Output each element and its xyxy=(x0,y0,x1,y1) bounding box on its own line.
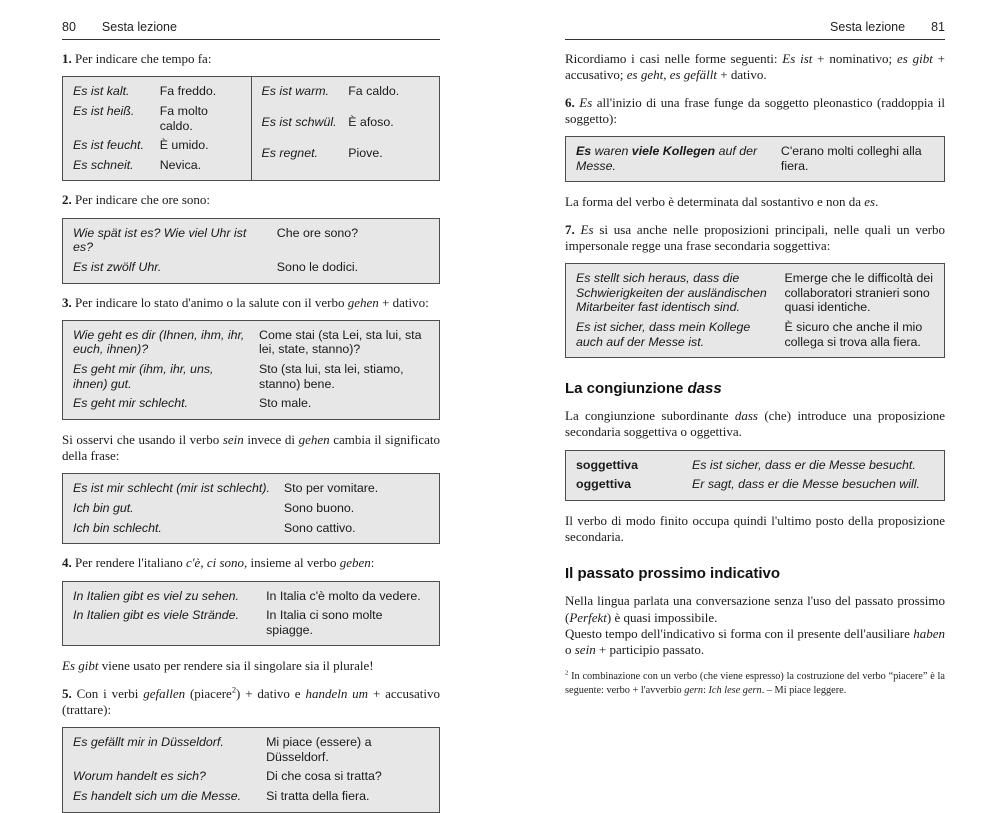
german-phrase: Es handelt sich um die Messe. xyxy=(73,789,242,803)
italian-translation: Fa caldo. xyxy=(348,84,400,99)
chapter-title: Sesta lezione xyxy=(830,20,906,34)
italian-translation: È umido. xyxy=(159,138,209,153)
heading-passato-prossimo: Il passato prossimo indicativo xyxy=(565,565,781,583)
running-head-left xyxy=(62,20,440,40)
german-phrase: Es geht mir schlecht. xyxy=(73,396,189,411)
section-3-label: 3. Per indicare lo stato d'animo o la salute con il verbo gehen + dativo: xyxy=(62,294,429,310)
page-left xyxy=(62,20,440,813)
italian-translation: È afoso. xyxy=(348,115,394,130)
italian-translation: Sono le dodici. xyxy=(276,259,359,274)
italian-translation: Sono cattivo. xyxy=(283,520,356,535)
german-phrase: Es gefällt mir in Düsseldorf. xyxy=(73,735,224,750)
italian-translation: Sono buono. xyxy=(283,501,355,515)
german-phrase: Es regnet. xyxy=(261,146,318,161)
example-table-esgibt xyxy=(62,581,440,647)
note-perfekt: Nella lingua parlata una conversazione senza l'uso del passato prossimo (Perfekt) è quasi impossibile. xyxy=(565,593,945,625)
german-phrase: Ich bin gut. xyxy=(73,501,134,515)
german-phrase: Wie geht es dir (Ihnen, ihm, ihr, euch, ihnen)? xyxy=(73,327,245,357)
page-right xyxy=(565,20,945,707)
section-6-label: 6. Es all'inizio di una frase funge da soggetto pleonastico (raddoppia il soggetto): xyxy=(565,94,945,126)
section-2-label: 2. Per indicare che ore sono: xyxy=(62,192,211,208)
italian-translation: Fa molto caldo. xyxy=(159,103,208,133)
note-verb-form: La forma del verbo è determinata dal sostantivo e non da es. xyxy=(565,194,879,210)
example-table-impersonal xyxy=(565,263,945,358)
italian-translation: Si tratta della fiera. xyxy=(266,789,370,803)
note-dass: La congiunzione subordinante dass (che) introduce una proposizione secondaria soggettiva o oggettiva. xyxy=(565,408,945,440)
italian-translation: Nevica. xyxy=(159,157,202,172)
chapter-title: Sesta lezione xyxy=(101,20,177,34)
example-table-dass xyxy=(565,450,945,501)
page-number: 81 xyxy=(931,20,945,34)
german-phrase: Es ist feucht. xyxy=(73,138,144,153)
italian-translation: Sto male. xyxy=(259,396,312,411)
german-phrase: Worum handelt es sich? xyxy=(73,769,206,784)
italian-translation: Sto (sta lui, sta lei, stiamo, stanno) bene. xyxy=(259,362,404,391)
note-haben-sein: Questo tempo dell'indicativo si forma con il presente dell'ausiliare haben o sein + participio passato. xyxy=(565,625,945,658)
german-phrase: Es waren viele Kollegen auf der Messe. xyxy=(576,144,758,173)
german-phrase: Es schneit. xyxy=(73,157,134,172)
note-sein-vs-gehen: Si osservi che usando il verbo sein invece di gehen cambia il significato della frase: xyxy=(62,431,440,464)
german-example: Es ist sicher, dass er die Messe besucht. xyxy=(692,457,916,472)
note-esgibt: Es gibt viene usato per rendere sia il singolare sia il plurale! xyxy=(62,658,374,674)
german-phrase: Ich bin schlecht. xyxy=(73,520,162,535)
german-phrase: Es ist warm. xyxy=(261,84,329,99)
german-phrase: Es geht mir (ihm, ihr, uns, ihnen) gut. xyxy=(73,362,214,391)
page-number: 80 xyxy=(62,20,76,34)
german-phrase: Es ist kalt. xyxy=(73,84,130,99)
example-table-time xyxy=(62,218,440,284)
section-4-label: 4. Per rendere l'italiano c'è, ci sono, insieme al verbo geben: xyxy=(62,555,375,571)
german-phrase: Es ist schwül. xyxy=(261,115,337,130)
section-5-label: 5. Con i verbi gefallen (piacere$^2$) + dativo e handeln um + accusativo (trattare): xyxy=(62,684,440,717)
italian-translation: Mi piace (essere) a Düsseldorf. xyxy=(266,735,372,764)
weather-table-left xyxy=(63,77,252,180)
italian-translation: C'erano molti colleghi alla fiera. xyxy=(780,144,922,173)
italian-translation: Piove. xyxy=(348,146,383,161)
italian-translation: Sto per vomitare. xyxy=(283,481,379,496)
running-head-right xyxy=(565,20,945,40)
italian-translation: Che ore sono? xyxy=(276,225,359,240)
example-table-pleonastic xyxy=(565,136,945,182)
german-phrase: Es ist zwölf Uhr. xyxy=(73,259,162,274)
clause-type-label: soggettiva xyxy=(576,457,638,472)
clause-type-label: oggettiva xyxy=(576,477,632,492)
german-phrase: Es ist heiß. xyxy=(73,103,135,118)
italian-translation: Fa freddo. xyxy=(159,84,217,99)
weather-table-right xyxy=(252,77,440,180)
note-cases: Ricordiamo i casi nelle forme seguenti: Es ist + nominativo; es gibt + accusativo; es geht, es gefällt + dativo. xyxy=(565,51,945,83)
example-table-gehen xyxy=(62,320,440,420)
italian-translation: Di che cosa si tratta? xyxy=(266,769,382,784)
german-phrase: In Italien gibt es viel zu sehen. xyxy=(73,588,239,603)
italian-translation: Come stai (sta Lei, sta lui, sta lei, state, stanno)? xyxy=(259,327,422,357)
italian-translation: In Italia c'è molto da vedere. xyxy=(266,588,421,603)
german-phrase: Es ist mir schlecht (mir ist schlecht). xyxy=(73,481,270,496)
german-phrase: Wie spät ist es? Wie viel Uhr ist es? xyxy=(73,225,247,255)
heading-congiunzione-dass: La congiunzione dass xyxy=(565,380,722,398)
italian-translation: Emerge che le difficoltà dei collaboratori stranieri sono quasi identiche. xyxy=(784,271,934,315)
section-1-label: 1. Per indicare che tempo fa: xyxy=(62,51,212,66)
section-7-label: 7. Es si usa anche nelle proposizioni principali, nelle quali un verbo impersonale regge una frase secondaria soggettiva: xyxy=(565,221,945,253)
german-phrase: In Italien gibt es viele Strände. xyxy=(73,608,239,623)
footnote-piacere: $^2$ In combinazione con un verbo (che viene espresso) la costruzione del verbo “piacere” è la seguente: verbo + l'avverbio gern: Ich lese gern. – Mi piace leggere. xyxy=(565,669,945,696)
italian-translation: È sicuro che anche il mio collega si trova alla fiera. xyxy=(784,319,923,349)
german-example: Er sagt, dass er die Messe besuchen will. xyxy=(692,477,920,492)
german-phrase: Es ist sicher, dass mein Kollege auch auf der Messe ist. xyxy=(576,319,751,349)
example-table-sein xyxy=(62,473,440,544)
italian-translation: In Italia ci sono molte spiagge. xyxy=(266,608,383,637)
note-finite-verb: Il verbo di modo finito occupa quindi l'ultimo posto della proposizione secondaria. xyxy=(565,512,945,545)
example-table-weather xyxy=(62,76,440,181)
example-table-gefallen xyxy=(62,727,440,813)
german-phrase: Es stellt sich heraus, dass die Schwierigkeiten der ausländischen Mitarbeiter fast identisch sind. xyxy=(576,271,767,315)
